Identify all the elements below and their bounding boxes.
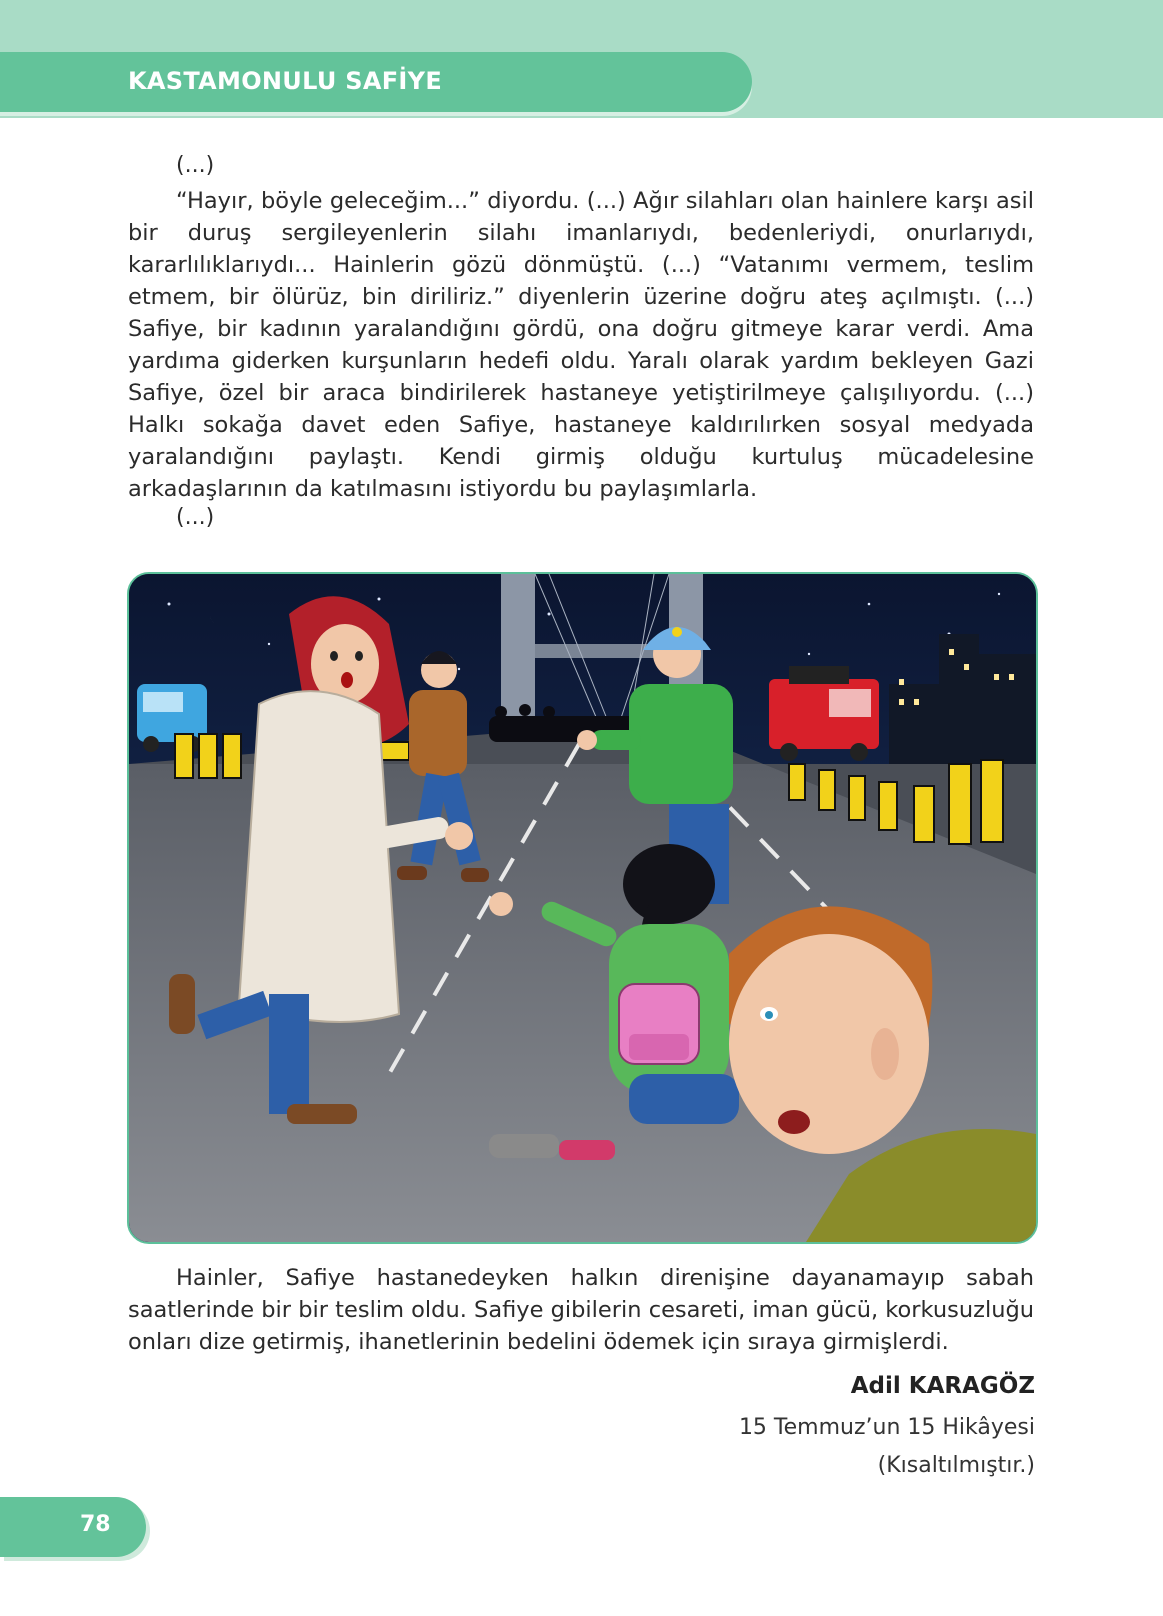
ellipsis-bottom: (...) bbox=[176, 505, 215, 530]
page-number-tab bbox=[0, 1497, 146, 1557]
story-paragraph-2: Hainler, Safiye hastanedeyken halkın direnişine dayanamayıp sabah saatlerinde bir bir teslim oldu. Safiye gibilerin cesareti, iman gücü, korkusuzluğu onları dize getirmiş, ihanetlerinin bedelini ödemek için sıraya girmişlerdi. bbox=[128, 1265, 1034, 1355]
story-paragraph-1: “Hayır, böyle geleceğim...” diyordu. (...) Ağır silahları olan hainlere karşı asil bir duruş sergileyenlerin silahı imanlarıydı, bedenleriydi, onurlarıydı, kararlılıklarıydı... Hainlerin gözü dönmüştü. (...) “Vatanımı vermem, teslim etmem, bir ölürüz, bin diriliriz.” diyenlerin üzerine doğru ateş açılmıştı. (...) Safiye, bir kadının yaralandığını gördü, ona doğru gitmeye karar verdi. Ama yardıma giderken kurşunların hedefi oldu. Yaralı olarak yardım bekleyen Gazi Safiye, özel bir araca bindirilerek hastaneye yetiştirilmeye çalışılıyordu. (...) Halkı sokağa davet eden Safiye, hastaneye kaldırılırken sosyal medyada yaralandığını paylaştı. Kendi girmiş olduğu kurtuluş mücadelesine arkadaşlarının da katılmasını istiyordu bu paylaşımlarla. bbox=[128, 188, 1034, 502]
story-text-block-2 bbox=[128, 1262, 1034, 1358]
story-text-block bbox=[128, 185, 1034, 505]
page-number: 78 bbox=[80, 1512, 111, 1537]
abridged-note: (Kısaltılmıştır.) bbox=[877, 1453, 1035, 1478]
chapter-title: KASTAMONULU SAFİYE bbox=[128, 67, 443, 95]
night-bridge-scene-icon bbox=[129, 574, 1036, 1242]
source-title: 15 Temmuz’un 15 Hikâyesi bbox=[738, 1415, 1035, 1440]
story-illustration bbox=[127, 572, 1038, 1244]
chapter-title-tab bbox=[0, 52, 752, 112]
ellipsis-top: (...) bbox=[176, 153, 215, 178]
author-name: Adil KARAGÖZ bbox=[850, 1373, 1035, 1399]
